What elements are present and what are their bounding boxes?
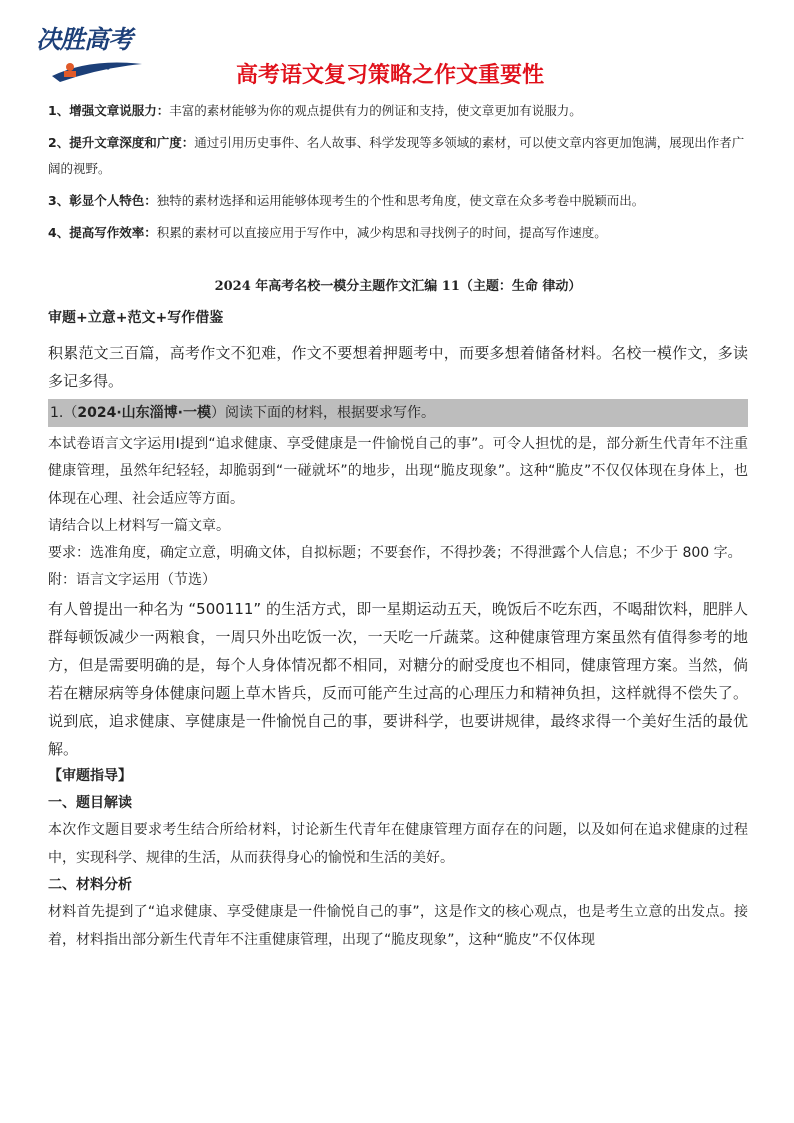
appendix-paragraph: 有人曾提出一种名为 “500111” 的生活方式，即一星期运动五天，晚饭后不吃东西，不喝甜饮料，肥胖人群每顿饭减少一两粮食，一周只外出吃饭一次，一天吃一斤蔬菜。这种健康管理方案虽然有值得参考的地方，但是需要明确的是，每个人身体情况都不相同，对糖分的耐受度也不相同，健康管理方案。当然，倘若在糖尿病等身体健康问题上草木皆兵，反而可能产生过高的心理压力和精神负担，这样就得不偿失了。说到底，追求健康、享健康是一件愉悦自己的事，要讲科学，也要讲规律，最终求得一个美好生活的最优解。 bbox=[48, 599, 748, 758]
brand-logo bbox=[30, 18, 150, 84]
tip-head: 3、彰显个人特色： bbox=[48, 193, 157, 208]
question-bar bbox=[48, 399, 748, 427]
section-one-title: 一、题目解读 bbox=[48, 795, 132, 812]
appendix-heading: 附：语言文字运用（节选） bbox=[48, 572, 216, 589]
document-body bbox=[48, 339, 748, 954]
tip-item bbox=[48, 188, 748, 214]
material-paragraph: 本试卷语言文字运用Ⅰ提到“追求健康、享受健康是一件愉悦自己的事”。可令人担忧的是，部分新生代青年不注重健康管理，虽然年纪轻轻，却脆弱到“一碰就坏”的地步，出现“脆皮现象”。这种“脆皮”不仅仅体现在身体上，也体现在心理、社会适应等方面。 bbox=[48, 436, 748, 507]
instruction-paragraph: 请结合以上材料写一篇文章。 bbox=[48, 517, 230, 534]
guide-title: 【审题指导】 bbox=[48, 767, 132, 784]
tip-text: 积累的素材可以直接应用于写作中，减少构思和寻找例子的时间，提高写作速度。 bbox=[156, 225, 607, 240]
question-source: 2024·山东淄博·一模 bbox=[77, 405, 211, 421]
tips-list bbox=[48, 98, 748, 246]
tip-text: 独特的素材选择和运用能够体现考生的个性和思考角度，使文章在众多考卷中脱颖而出。 bbox=[156, 193, 645, 208]
section-two-text: 材料首先提到了“追求健康、享受健康是一件愉悦自己的事”，这是作文的核心观点，也是考生立意的出发点。接着，材料指出部分新生代青年不注重健康管理，出现了“脆皮现象”，这种“脆皮”不仅体现 bbox=[48, 904, 748, 948]
tip-item bbox=[48, 98, 748, 124]
requirements-paragraph: 要求：选准角度，确定立意，明确文体，自拟标题；不要套作，不得抄袭；不得泄露个人信息；不少于 800 字。 bbox=[48, 545, 742, 562]
tip-item bbox=[48, 220, 748, 246]
tip-head: 2、提升文章深度和广度： bbox=[48, 135, 195, 150]
collection-title: 2024 年高考名校一模分主题作文汇编 11（主题：生命 律动） bbox=[214, 279, 582, 294]
section-one-text: 本次作文题目要求考生结合所给材料，讨论新生代青年在健康管理方面存在的问题，以及如何在追求健康的过程中，实现科学、规律的生活，从而获得身心的愉悦和生活的美好。 bbox=[48, 822, 748, 866]
page-title: 高考语文复习策略之作文重要性 bbox=[235, 63, 544, 88]
logo-text: 决胜高考 bbox=[36, 25, 133, 54]
tip-head: 1、增强文章说服力： bbox=[48, 103, 170, 118]
section-two-title: 二、材料分析 bbox=[48, 876, 132, 893]
question-number: 1.（ bbox=[50, 405, 78, 421]
tip-text: 通过引用历史事件、名人故事、科学发现等多领域的素材，可以使文章内容更加饱满，展现出作者广阔的视野。 bbox=[48, 135, 745, 176]
section-subhead: 审题+立意+范文+写作借鉴 bbox=[48, 310, 224, 326]
tip-text: 丰富的素材能够为你的观点提供有力的例证和支持，使文章更加有说服力。 bbox=[169, 103, 582, 118]
tip-item bbox=[48, 130, 748, 182]
tip-head: 4、提高写作效率： bbox=[48, 225, 157, 240]
question-prompt: ）阅读下面的材料，根据要求写作。 bbox=[210, 405, 435, 421]
intro-paragraph: 积累范文三百篇，高考作文不犯难，作文不要想着押题考中，而要多想着储备材料。名校一模作文，多读多记多得。 bbox=[48, 344, 748, 390]
